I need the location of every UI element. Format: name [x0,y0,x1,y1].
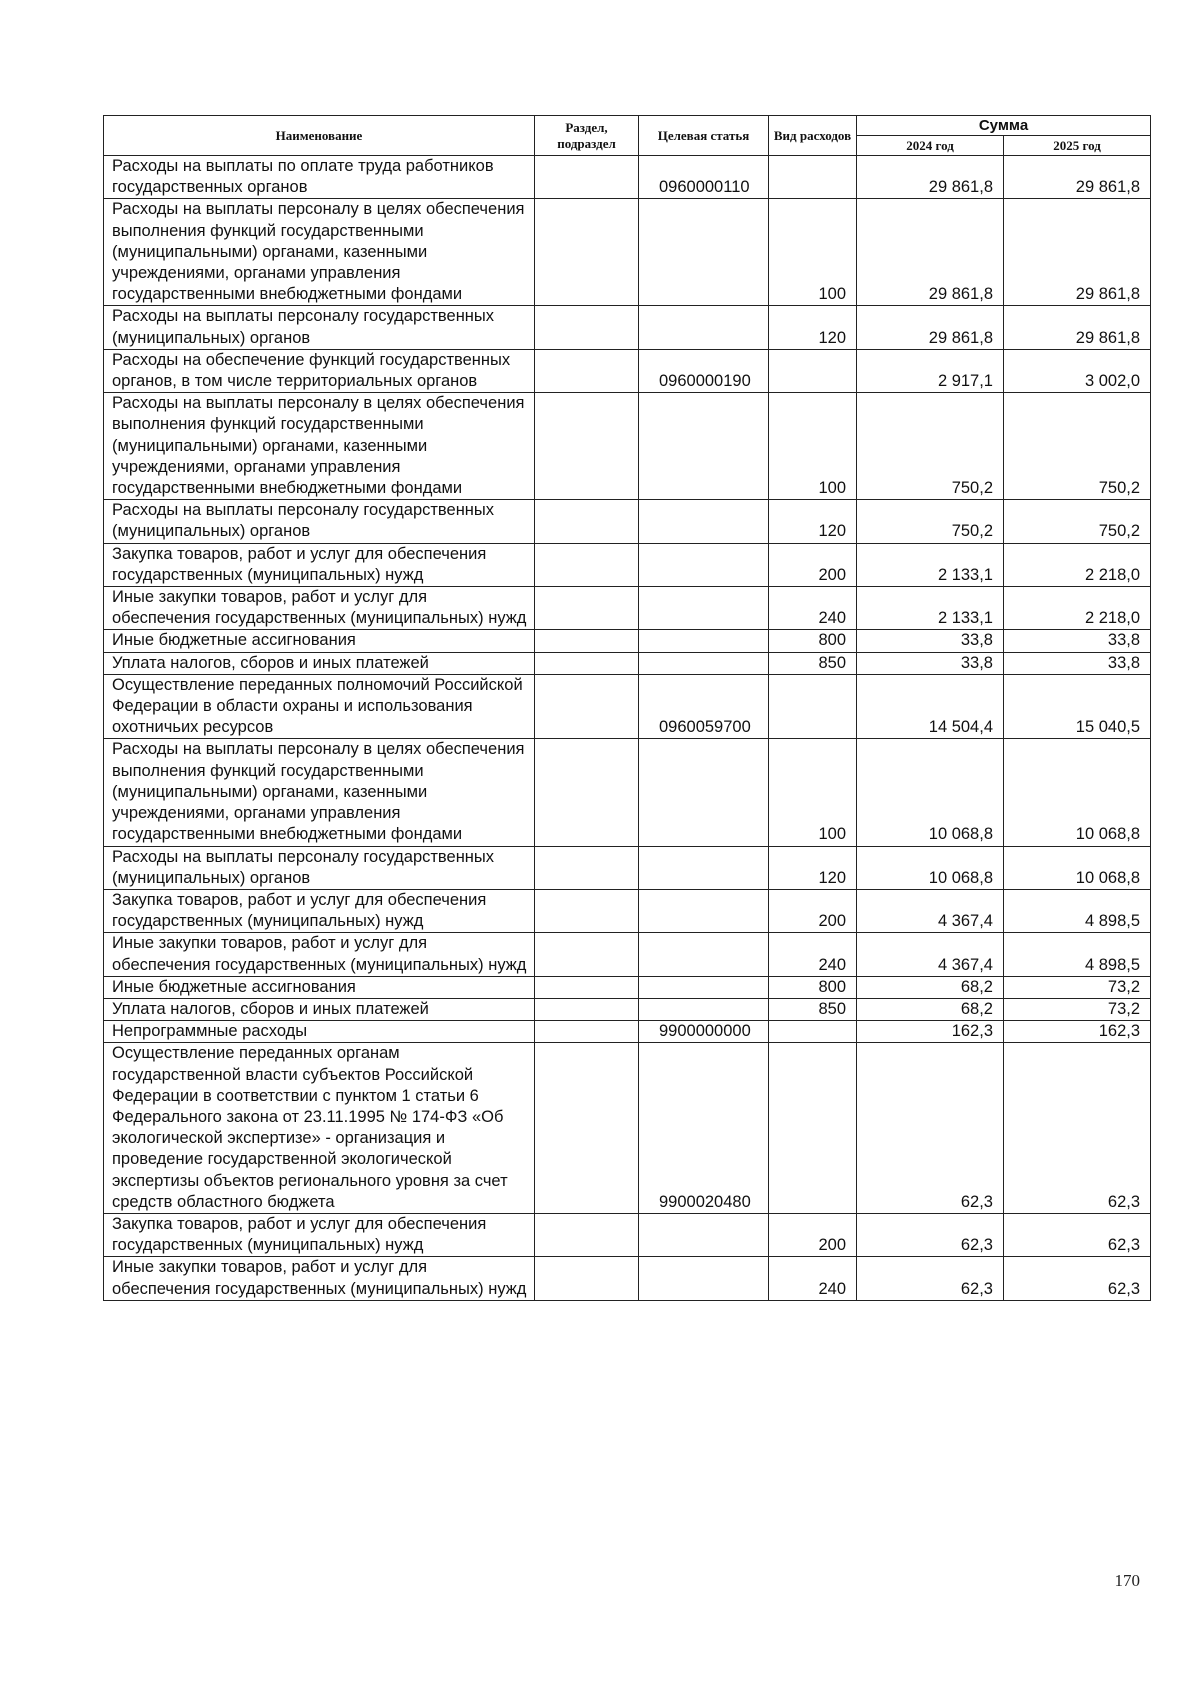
row-kind: 100 [769,739,857,846]
row-kind: 120 [769,500,857,543]
header-section: Раздел, подраздел [535,116,639,156]
table-row [104,976,1151,998]
row-amount-2025: 62,3 [1004,1257,1151,1300]
header-target: Целевая статья [639,116,769,156]
row-amount-2025: 10 068,8 [1004,739,1151,846]
table-row [104,349,1151,392]
row-amount-2024: 68,2 [857,976,1004,998]
table-row [104,156,1151,199]
row-amount-2024: 4 367,4 [857,889,1004,932]
row-amount-2024: 162,3 [857,1021,1004,1043]
row-target [639,889,769,932]
row-kind: 240 [769,587,857,630]
row-kind: 240 [769,1257,857,1300]
row-name: Иные бюджетные ассигнования [104,630,535,652]
table-row [104,674,1151,739]
table-row [104,739,1151,846]
row-amount-2025: 62,3 [1004,1213,1151,1256]
row-section [535,543,639,586]
row-amount-2024: 33,8 [857,630,1004,652]
row-name: Расходы на выплаты по оплате труда работников государственных органов [104,156,535,199]
row-kind: 240 [769,933,857,976]
row-name: Осуществление переданных органам государственной власти субъектов Российской Федерации в соответствии с пунктом 1 статьи 6 Федерального закона от 23.11.1995 № 174-ФЗ «Об экологической экспертизе» - организация и проведение государственной экологической экспертизы объектов регионального уровня за счет средств областного бюджета [104,1043,535,1214]
row-name: Расходы на выплаты персоналу в целях обеспечения выполнения функций государственными (муниципальными) органами, казенными учреждениями, органами управления государственными внебюджетными фондами [104,199,535,306]
header-year-2024: 2024 год [857,136,1004,156]
row-target [639,306,769,349]
row-amount-2025: 162,3 [1004,1021,1151,1043]
table-row [104,1257,1151,1300]
row-amount-2024: 68,2 [857,998,1004,1020]
row-amount-2024: 29 861,8 [857,306,1004,349]
row-target [639,543,769,586]
table-row [104,587,1151,630]
row-target [639,976,769,998]
row-amount-2024: 29 861,8 [857,156,1004,199]
row-kind [769,1021,857,1043]
row-target [639,739,769,846]
row-amount-2025: 4 898,5 [1004,933,1151,976]
table-row [104,199,1151,306]
row-kind: 200 [769,543,857,586]
row-amount-2025: 29 861,8 [1004,156,1151,199]
row-amount-2024: 62,3 [857,1213,1004,1256]
page-number: 170 [1114,1571,1140,1590]
row-name: Расходы на выплаты персоналу в целях обеспечения выполнения функций государственными (муниципальными) органами, казенными учреждениями, органами управления государственными внебюджетными фондами [104,739,535,846]
row-amount-2025: 3 002,0 [1004,349,1151,392]
row-target [639,652,769,674]
row-section [535,1213,639,1256]
row-name: Непрограммные расходы [104,1021,535,1043]
row-target [639,998,769,1020]
row-amount-2025: 33,8 [1004,652,1151,674]
row-section [535,630,639,652]
row-amount-2024: 750,2 [857,500,1004,543]
row-target [639,393,769,500]
row-target [639,199,769,306]
row-target: 9900000000 [639,1021,769,1043]
row-amount-2024: 14 504,4 [857,674,1004,739]
row-target [639,933,769,976]
row-name: Иные закупки товаров, работ и услуг для обеспечения государственных (муниципальных) нужд [104,587,535,630]
row-section [535,739,639,846]
row-name: Расходы на обеспечение функций государственных органов, в том числе территориальных органов [104,349,535,392]
row-name: Расходы на выплаты персоналу государственных (муниципальных) органов [104,306,535,349]
row-kind: 120 [769,846,857,889]
row-name: Иные бюджетные ассигнования [104,976,535,998]
header-name: Наименование [104,116,535,156]
table-row [104,543,1151,586]
row-kind: 800 [769,630,857,652]
row-amount-2025: 750,2 [1004,393,1151,500]
row-section [535,156,639,199]
row-amount-2025: 10 068,8 [1004,846,1151,889]
row-name: Закупка товаров, работ и услуг для обеспечения государственных (муниципальных) нужд [104,543,535,586]
table-row [104,933,1151,976]
row-section [535,1257,639,1300]
row-amount-2025: 2 218,0 [1004,543,1151,586]
row-kind: 200 [769,889,857,932]
table-row [104,1021,1151,1043]
table-body [104,156,1151,1301]
row-name: Уплата налогов, сборов и иных платежей [104,652,535,674]
row-section [535,1043,639,1214]
header-sum: Сумма [857,116,1151,136]
row-amount-2024: 29 861,8 [857,199,1004,306]
row-target: 0960000190 [639,349,769,392]
row-section [535,998,639,1020]
row-amount-2024: 62,3 [857,1043,1004,1214]
row-section [535,652,639,674]
row-target [639,1257,769,1300]
row-target: 0960059700 [639,674,769,739]
row-amount-2025: 73,2 [1004,976,1151,998]
row-target: 0960000110 [639,156,769,199]
row-name: Закупка товаров, работ и услуг для обеспечения государственных (муниципальных) нужд [104,1213,535,1256]
row-name: Иные закупки товаров, работ и услуг для обеспечения государственных (муниципальных) нужд [104,933,535,976]
table-header [104,116,1151,156]
row-kind [769,156,857,199]
row-amount-2024: 2 133,1 [857,543,1004,586]
row-section [535,674,639,739]
row-section [535,889,639,932]
row-kind: 200 [769,1213,857,1256]
row-name: Расходы на выплаты персоналу государственных (муниципальных) органов [104,500,535,543]
row-section [535,933,639,976]
row-amount-2025: 2 218,0 [1004,587,1151,630]
row-kind: 120 [769,306,857,349]
row-amount-2025: 29 861,8 [1004,199,1151,306]
table-row [104,1043,1151,1214]
row-kind: 100 [769,393,857,500]
table-row [104,998,1151,1020]
row-name: Расходы на выплаты персоналу государственных (муниципальных) органов [104,846,535,889]
table-row [104,652,1151,674]
row-amount-2024: 10 068,8 [857,846,1004,889]
row-amount-2024: 750,2 [857,393,1004,500]
row-section [535,349,639,392]
row-section [535,393,639,500]
table-row [104,1213,1151,1256]
row-amount-2025: 73,2 [1004,998,1151,1020]
row-kind: 850 [769,998,857,1020]
row-amount-2025: 15 040,5 [1004,674,1151,739]
row-amount-2025: 750,2 [1004,500,1151,543]
table-row [104,393,1151,500]
row-section [535,587,639,630]
row-amount-2024: 10 068,8 [857,739,1004,846]
budget-table [103,115,1151,1301]
row-target [639,500,769,543]
header-kind: Вид расходов [769,116,857,156]
row-section [535,500,639,543]
row-target [639,630,769,652]
row-amount-2024: 2 133,1 [857,587,1004,630]
row-amount-2025: 29 861,8 [1004,306,1151,349]
row-amount-2024: 2 917,1 [857,349,1004,392]
table-row [104,846,1151,889]
row-target [639,1213,769,1256]
row-section [535,976,639,998]
row-amount-2025: 4 898,5 [1004,889,1151,932]
row-target: 9900020480 [639,1043,769,1214]
row-kind [769,1043,857,1214]
header-year-2025: 2025 год [1004,136,1151,156]
table-row [104,500,1151,543]
row-section [535,199,639,306]
row-amount-2024: 62,3 [857,1257,1004,1300]
row-section [535,1021,639,1043]
row-target [639,587,769,630]
row-target [639,846,769,889]
row-kind [769,674,857,739]
row-name: Уплата налогов, сборов и иных платежей [104,998,535,1020]
row-name: Закупка товаров, работ и услуг для обеспечения государственных (муниципальных) нужд [104,889,535,932]
row-kind: 850 [769,652,857,674]
row-kind: 100 [769,199,857,306]
row-name: Расходы на выплаты персоналу в целях обеспечения выполнения функций государственными (муниципальными) органами, казенными учреждениями, органами управления государственными внебюджетными фондами [104,393,535,500]
row-kind: 800 [769,976,857,998]
row-name: Иные закупки товаров, работ и услуг для обеспечения государственных (муниципальных) нужд [104,1257,535,1300]
row-amount-2024: 4 367,4 [857,933,1004,976]
row-section [535,306,639,349]
row-kind [769,349,857,392]
row-amount-2025: 33,8 [1004,630,1151,652]
row-section [535,846,639,889]
row-name: Осуществление переданных полномочий Российской Федерации в области охраны и использования охотничьих ресурсов [104,674,535,739]
row-amount-2024: 33,8 [857,652,1004,674]
row-amount-2025: 62,3 [1004,1043,1151,1214]
table-row [104,306,1151,349]
table-row [104,889,1151,932]
table-row [104,630,1151,652]
